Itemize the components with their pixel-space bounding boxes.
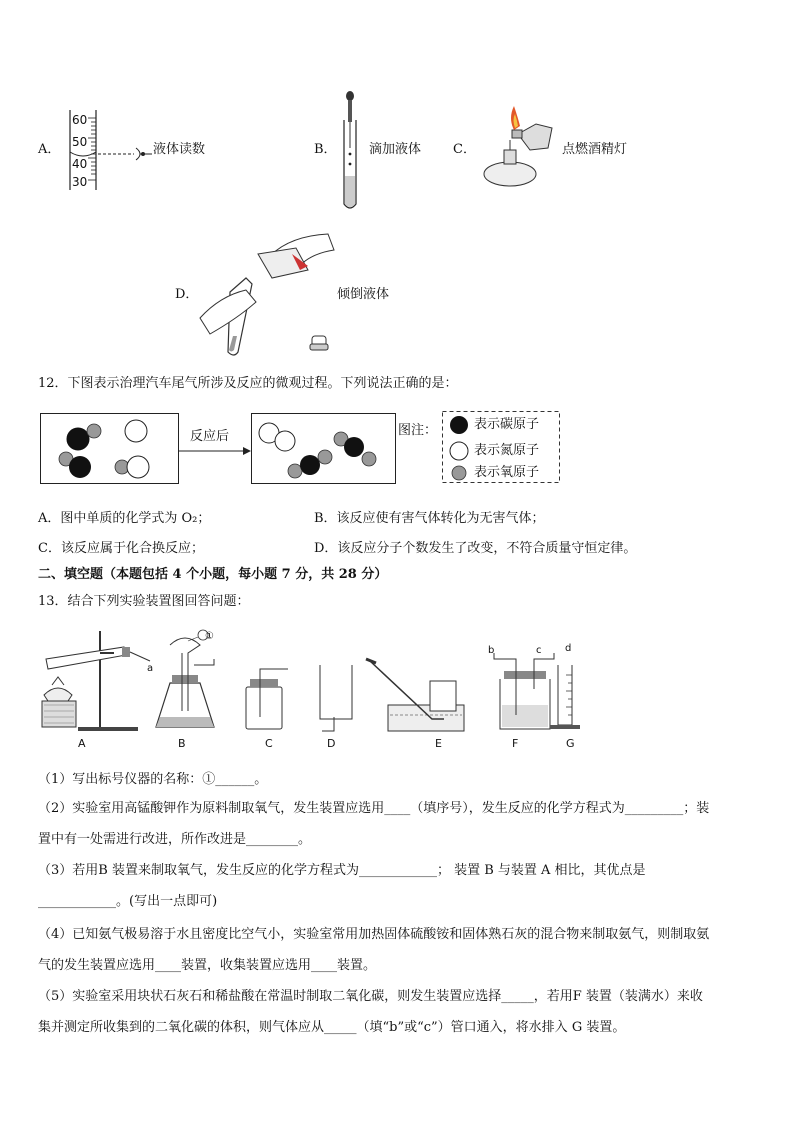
dropper-test-tube-figure: [338, 90, 362, 212]
scale-50: 50: [72, 135, 88, 149]
q13-part2-line2: 置中有一处需进行改进，所作改进是________。: [38, 832, 312, 847]
apparatus-e: [366, 659, 464, 731]
legend-oxygen: 表示氧原子: [474, 465, 540, 480]
mark-d: d: [565, 643, 572, 654]
q13-part5-line2: 集并测定所收集到的二氧化碳的体积，则气体应从_____（填“b”或“c”）管口通入，将水排入 G 装置。: [38, 1020, 626, 1035]
q13-part2-line1: （2）实验室用高锰酸钾作为原料制取氧气，发生装置应选用____（填序号），发生反应的化学方程式为_________；装: [38, 801, 710, 816]
label-d: D: [327, 737, 336, 750]
q13-part3-line2: ____________。(写出一点即可): [38, 894, 218, 909]
legend-title: 图注：: [398, 423, 438, 438]
mark-a: a: [147, 663, 154, 674]
label-c: C: [265, 737, 273, 750]
alcohol-lamp-figure: [478, 104, 560, 190]
apparatus-d: [320, 665, 352, 731]
q13-part4-line2: 气的发生装置应选用____装置，收集装置应选用____装置。: [38, 958, 377, 973]
option-a-label: 液体读数: [153, 142, 206, 157]
q13-part5-line1: （5）实验室采用块状石灰石和稀盐酸在常温时制取二氧化碳，则发生装置应选择_____，若用F 装置（装满水）来收: [38, 989, 703, 1004]
q12-option-c: C．该反应属于化合换反应；: [38, 541, 204, 556]
q13-part1: （1）写出标号仪器的名称：①______。: [38, 772, 268, 787]
label-a: A: [78, 737, 86, 750]
q12-option-d: D．该反应分子个数发生了改变，不符合质量守恒定律。: [314, 541, 637, 556]
scale-60: 60: [72, 113, 88, 127]
section-heading: 二、填空题（本题包括 4 个小题，每小题 7 分，共 28 分）: [38, 567, 388, 582]
label-g: G: [566, 737, 575, 750]
q12-option-b: B．该反应使有害气体转化为无害气体；: [314, 511, 545, 526]
q12-stem: 12．下图表示治理汽车尾气所涉及反应的微观过程。下列说法正确的是：: [38, 376, 458, 391]
option-d-letter: D．: [175, 287, 199, 302]
option-b-label: 滴加液体: [369, 142, 422, 157]
apparatus-g: [550, 665, 580, 729]
q13-stem: 13．结合下列实验装置图回答问题：: [38, 594, 250, 609]
mark-b: b: [488, 645, 495, 656]
pouring-liquid-figure: [200, 226, 340, 358]
label-b: B: [178, 737, 186, 750]
scale-30: 30: [72, 175, 88, 189]
mark-circle1: ①: [205, 631, 214, 642]
label-e: E: [435, 737, 442, 750]
reaction-arrow: [179, 446, 251, 456]
reaction-before-box: [40, 413, 179, 484]
option-d-label: 倾倒液体: [337, 287, 390, 302]
legend-nitrogen: 表示氮原子: [474, 443, 540, 458]
label-f: F: [512, 737, 519, 750]
option-c-letter: C．: [453, 142, 476, 157]
arrow-label: 反应后: [190, 429, 230, 444]
q13-part3-line1: （3）若用B 装置来制取氧气，发生反应的化学方程式为____________； 装置 B 与装置 A 相比，其优点是: [38, 863, 646, 878]
apparatus-a: [42, 631, 150, 731]
mark-c: c: [536, 645, 542, 656]
reaction-after-box: [251, 413, 396, 484]
legend-carbon: 表示碳原子: [474, 417, 540, 432]
apparatus-f: [494, 653, 554, 729]
scale-40: 40: [72, 157, 88, 171]
option-c-label: 点燃酒精灯: [562, 142, 628, 157]
q12-option-a: A．图中单质的化学式为 O₂；: [38, 511, 211, 526]
option-b-letter: B．: [314, 142, 337, 157]
option-a-letter: A．: [38, 142, 61, 157]
q13-part4-line1: （4）已知氨气极易溶于水且密度比空气小，实验室常用加热固体硫酸铵和固体熟石灰的混合物来制取氨气，则制取氨: [38, 927, 710, 942]
apparatus-c: [246, 669, 288, 729]
